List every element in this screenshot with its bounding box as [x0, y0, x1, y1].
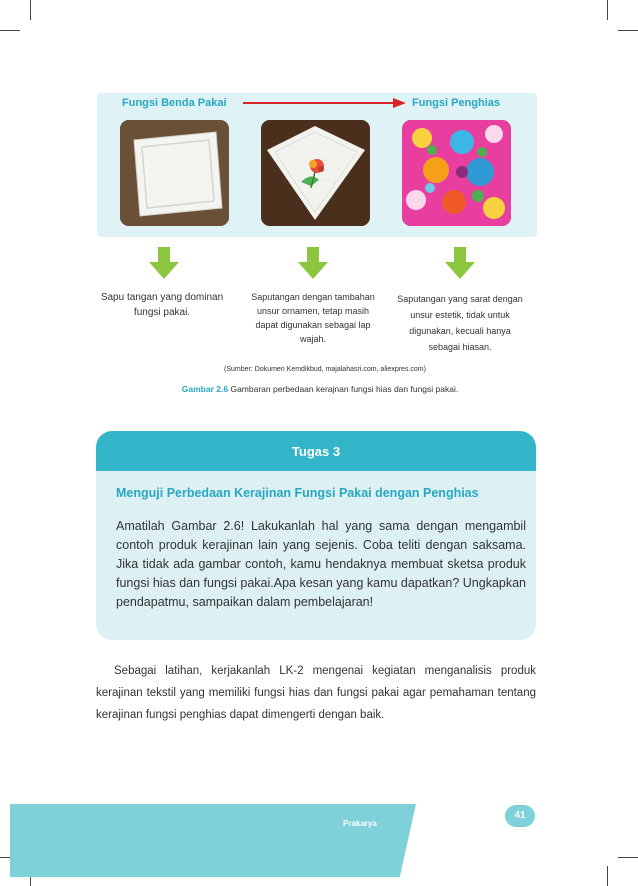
crop-mark — [618, 30, 638, 31]
description-plain-handkerchief: Sapu tangan yang dominan fungsi pakai. — [100, 292, 224, 318]
footer-band — [10, 804, 416, 877]
down-arrow-icon — [445, 247, 475, 284]
label-fungsi-benda-pakai: Fungsi Benda Pakai — [122, 97, 227, 109]
task-body: Amatilah Gambar 2.6! Lakukanlah hal yang sama dengan mengambil contoh produk kerajinan lain yang sejenis. Coba teliti dengan saksama. Jika tidak ada gambar contoh, kamu hendaknya membuat sketsa produk fungsi hias dan fungsi pakai.Apa kesan yang kamu dapatkan? Ungkapkan pendapatmu, sampaikan dalam pembelajaran! — [116, 519, 527, 609]
task-title: Menguji Perbedaan Kerajinan Fungsi Pakai dengan Penghias — [116, 486, 479, 500]
function-arrow-icon — [243, 96, 406, 114]
crop-mark — [30, 0, 31, 20]
page-number: 41 — [505, 805, 535, 827]
label-fungsi-penghias: Fungsi Penghias — [412, 97, 501, 109]
description-floral-handkerchief: Saputangan yang sarat dengan unsur estetik, tidak untuk digunakan, kecuali hanya sebagai hiasan. — [397, 294, 523, 352]
caption-text: Gambaran perbedaan kerajnan fungsi hias dan fungsi pakai. — [230, 384, 459, 394]
task-card — [96, 431, 536, 640]
description-embroidered-handkerchief: Saputangan dengan tambahan unsur ornamen, tetap masih dapat digunakan sebagai lap wajah. — [251, 292, 375, 344]
down-arrow-icon — [298, 247, 328, 284]
embroidered-handkerchief-photo — [261, 120, 370, 226]
task-header: Tugas 3 — [96, 431, 536, 471]
crop-mark — [618, 857, 638, 858]
down-arrow-icon — [149, 247, 179, 284]
plain-handkerchief-photo — [120, 120, 229, 226]
footer-subject: Prakarya — [343, 819, 377, 828]
intro-paragraph: Sebagai latihan, kerjakanlah LK-2 mengenai kegiatan menganalisis produk kerajinan tekstil yang memiliki fungsi hias dan fungsi pakai agar pemahaman tentang kerajinan fungsi penghias dapat dimengerti dengan baik. — [96, 665, 536, 721]
crop-mark — [0, 30, 20, 31]
figure-caption — [170, 383, 470, 395]
crop-mark — [607, 0, 608, 20]
floral-handkerchief-photo — [402, 120, 511, 226]
caption-label: Gambar 2.6 — [181, 384, 229, 394]
figure-source: (Sumber: Dokumen Kemdikbud, majalahasri.com, aliexpres.com) — [224, 366, 426, 373]
crop-mark — [607, 866, 608, 886]
